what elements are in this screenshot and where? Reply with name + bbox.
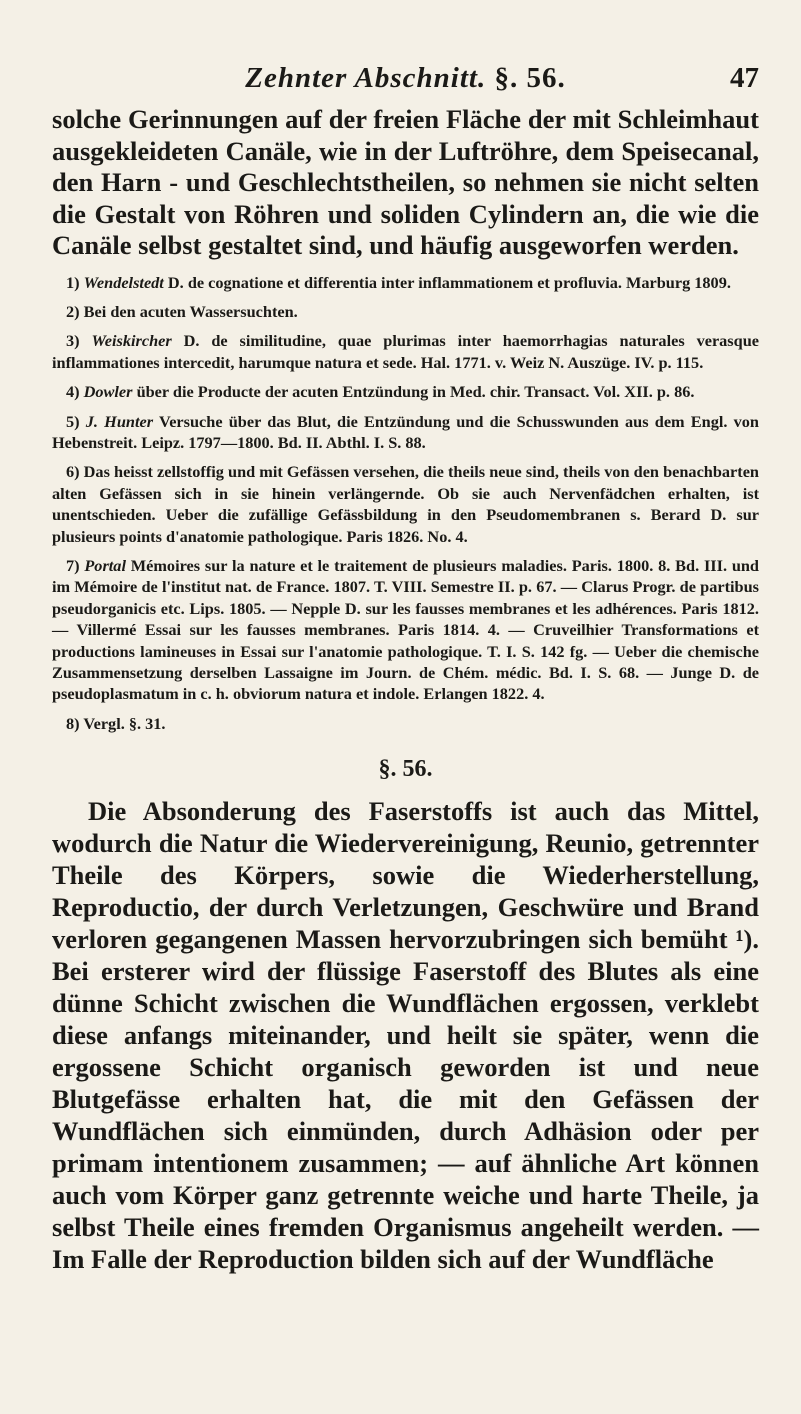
footnote-4: 4) Dowler über die Producte der acuten Entzündung in Med. chir. Transact. Vol. XII. p. 86.: [66, 382, 695, 402]
footnote-2: 2) Bei den acuten Wassersuchten.: [66, 301, 298, 321]
footnote-1: 1) Wendelstedt D. de cognatione et differentia inter inflammationem et profluvia. Marburg 1809.: [66, 272, 731, 292]
page-number: 47: [730, 62, 759, 94]
section-heading: §. 56.: [378, 756, 433, 783]
footnotes: [52, 272, 759, 735]
footnote-3: 3) Weiskircher D. de similitudine, quae plurimas inter haemorrhagias naturales verasque inflammationes intercedit, harumque natura et sede. Hal. 1771. v. Weiz N. Auszüge. IV. p. 115.: [52, 331, 759, 372]
running-header: [52, 62, 759, 102]
intro-paragraph: solche Gerinnungen auf der freien Fläche der mit Schleimhaut ausgekleideten Canäle, wie in der Luftröhre, dem Speisecanal, den Harn - und Geschlechtstheilen, so nehmen sie nicht selten die Gestalt von Röhren und soliden Cylindern an, die wie die Canäle selbst gestaltet sind, und häufig ausgeworfen werden.: [52, 104, 759, 260]
footnote-7: 7) Portal Mémoires sur la nature et le traitement de plusieurs maladies. Paris. 1800. 8. Bd. III. und im Mémoire de l'institut nat. de France. 1807. T. VIII. Semestre II. p. 67. — Clarus Progr. de partibus pseudorganicis etc. Lips. 1805. — Nepple D. sur les fausses membranes et les adhérences. Paris 1812. — Villermé Essai sur les fausses membranes. Paris 1814. 4. — Cruveilhier Transformations et productions lamineuses in Essai sur l'anatomie pathologique. T. I. S. 142 fg. — Ueber die chemische Zusammensetzung derselben Lassaigne im Journ. de Chém. médic. Bd. I. S. 68. — Junge D. de pseudoplasmatum in c. h. obviorum natura et indole. Erlangen 1822. 4.: [52, 555, 759, 704]
footnote-5: 5) J. Hunter Versuche über das Blut, die Entzündung und die Schusswunden aus dem Engl. von Hebenstreit. Leipz. 1797—1800. Bd. II. Abthl. I. S. 88.: [52, 411, 759, 452]
running-title: Zehnter Abschnitt. §. 56.: [245, 62, 566, 94]
footnote-8: 8) Vergl. §. 31.: [66, 713, 166, 733]
footnote-6: 6) Das heisst zellstoffig und mit Gefässen versehen, die theils neue sind, theils von den benachbarten alten Gefässen sich in sie hinein verlängernde. Ob sie auch Nervenfädchen erhalten, ist unentschieden. Ueber die zufällige Gefässbildung in den Pseudomembranen s. Berard D. sur plusieurs points d'anatomie pathologique. Paris 1826. No. 4.: [52, 462, 759, 546]
main-paragraph: Die Absonderung des Faserstoffs ist auch das Mittel, wodurch die Natur die Wiedervereinigung, Reunio, getrennter Theile des Körpers, sowie die Wiederherstellung, Reproductio, der durch Verletzungen, Geschwüre und Brand verloren gegangenen Massen hervorzubringen sich bemüht ¹). Bei ersterer wird der flüssige Faserstoff des Blutes als eine dünne Schicht zwischen die Wundflächen ergossen, verklebt diese anfangs miteinander, und heilt sie später, wenn die ergossene Schicht organisch geworden ist und neue Blutgefässe erhalten hat, die mit den Gefässen der Wundflächen sich einmünden, durch Adhäsion oder per primam intentionem zusammen; — auf ähnliche Art können auch vom Körper ganz getrennte weiche und harte Theile, ja selbst Theile eines fremden Organismus angeheilt werden. — Im Falle der Reproduction bilden sich auf der Wundfläche: [52, 796, 759, 1275]
